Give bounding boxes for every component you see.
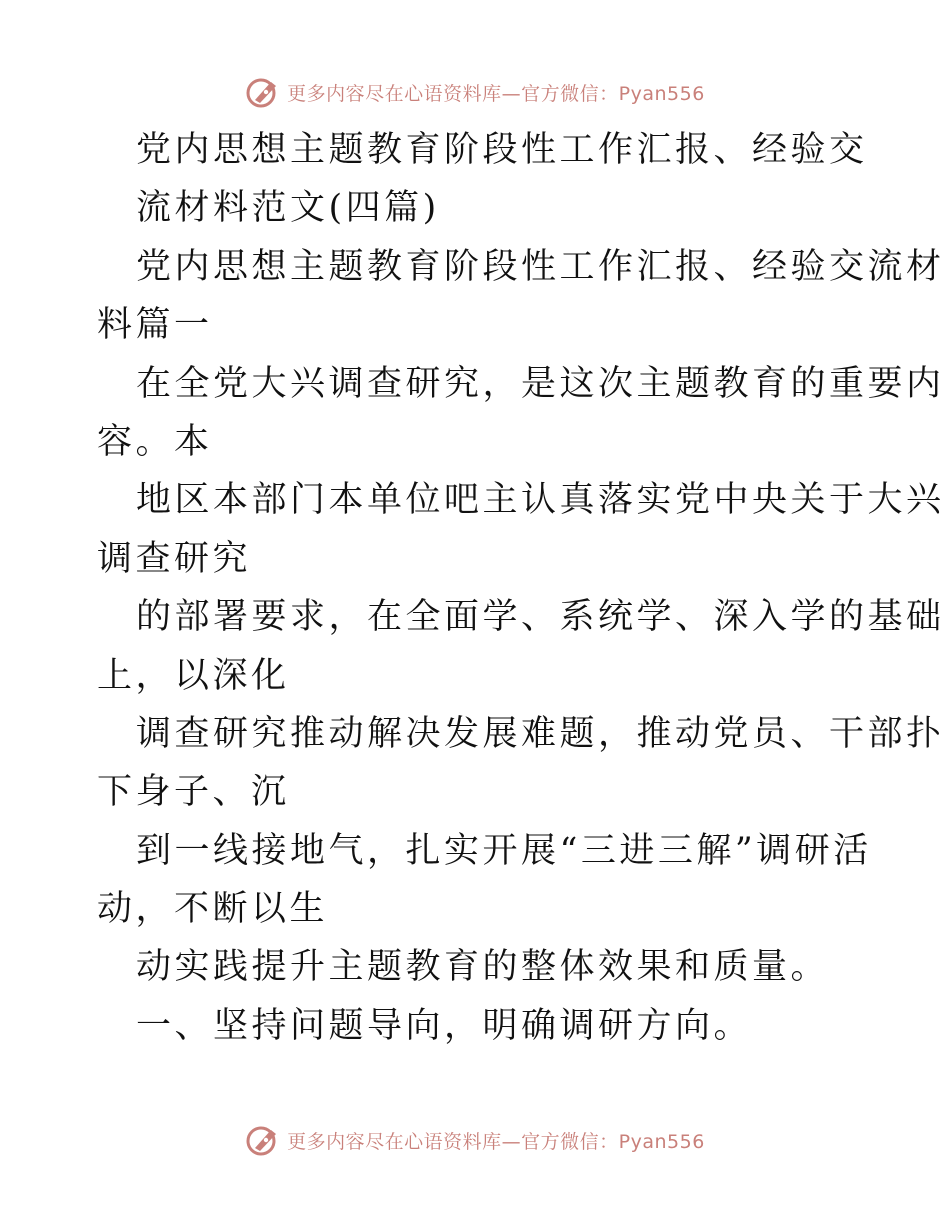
text-line: 调查研究推动解决发展难题，推动党员、干部扑 xyxy=(136,713,945,754)
text-line: 下身子、沉 xyxy=(97,772,290,813)
text-line: 在全党大兴调查研究，是这次主题教育的重要内 xyxy=(136,363,945,404)
text-line: 动，不断以生 xyxy=(97,889,329,930)
text-line: 的部署要求，在全面学、系统学、深入学的基础 xyxy=(136,597,945,638)
text-line: 容。本 xyxy=(97,421,213,462)
text-line: 调查研究 xyxy=(97,538,252,579)
text-line: 动实践提升主题教育的整体效果和质量。 xyxy=(136,947,830,988)
text-line: 料篇一 xyxy=(97,305,213,346)
text-line: 流材料范文(四篇) xyxy=(136,188,440,229)
footer-watermark xyxy=(0,1120,950,1160)
header-watermark xyxy=(0,72,950,112)
text-line: 地区本部门本单位吧主认真落实党中央关于大兴 xyxy=(136,480,945,521)
text-line: 党内思想主题教育阶段性工作汇报、经验交流材 xyxy=(136,246,945,287)
text-line: 到一线接地气，扎实开展“三进三解”调研活 xyxy=(136,830,872,871)
document-body xyxy=(97,121,945,1055)
pen-nib-circle-icon xyxy=(245,1122,281,1158)
watermark-text: 更多内容尽在心语资料库—官方微信：Pyan556 xyxy=(287,1130,705,1153)
watermark-text: 更多内容尽在心语资料库—官方微信：Pyan556 xyxy=(287,82,705,105)
pen-nib-circle-icon xyxy=(245,74,281,110)
text-line: 上，以深化 xyxy=(97,655,290,696)
text-line: 党内思想主题教育阶段性工作汇报、经验交 xyxy=(136,130,868,170)
text-line: 一、坚持问题导向，明确调研方向。 xyxy=(136,1005,753,1046)
